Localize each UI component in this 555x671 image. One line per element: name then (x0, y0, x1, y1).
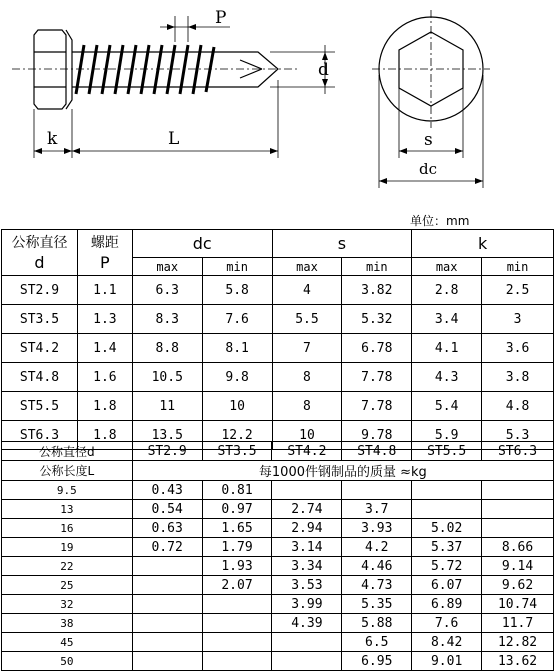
cell-mass: 6.89 (412, 595, 482, 614)
cell-length: 32 (2, 595, 133, 614)
cell-mass: 6.95 (342, 652, 412, 671)
header-nominal-diameter: 公称直径 d (2, 230, 78, 276)
cell-mass: 12.82 (482, 633, 554, 652)
cell-mass (272, 481, 342, 500)
screw-drawing (0, 0, 555, 215)
cell-length: 50 (2, 652, 133, 671)
cell-s-max: 5.5 (272, 305, 342, 334)
screw-head (34, 30, 66, 109)
cell-mass: 4.39 (272, 614, 342, 633)
cell-length: 13 (2, 500, 133, 519)
cell-mass: 9.01 (412, 652, 482, 671)
cell-mass: 3.7 (342, 500, 412, 519)
table-row (2, 538, 554, 557)
header-max: max (272, 258, 342, 276)
cell-mass (412, 481, 482, 500)
cell-length: 16 (2, 519, 133, 538)
cell-dc-max: 8.3 (132, 305, 202, 334)
cell-mass (482, 481, 554, 500)
label-d: d (318, 60, 329, 80)
unit-label: 单位：mm (410, 214, 470, 228)
cell-mass (482, 500, 554, 519)
cell-dc-max: 6.3 (132, 276, 202, 305)
cell-mass: 8.66 (482, 538, 554, 557)
cell-s-min: 7.78 (342, 363, 412, 392)
cell-mass (482, 519, 554, 538)
cell-mass (272, 633, 342, 652)
cell-d: ST3.5 (2, 305, 78, 334)
cell-mass (132, 652, 202, 671)
header-k: k (412, 230, 554, 258)
header-min: min (482, 258, 554, 276)
cell-mass: 5.72 (412, 557, 482, 576)
cell-k-max: 4.3 (412, 363, 482, 392)
cell-mass (132, 633, 202, 652)
cell-d: ST4.2 (2, 334, 78, 363)
cell-d: ST4.8 (2, 363, 78, 392)
cell-mass: 2.07 (202, 576, 272, 595)
cell-s-max: 8 (272, 363, 342, 392)
header-min: min (342, 258, 412, 276)
header-min: min (202, 258, 272, 276)
cell-mass: 1.79 (202, 538, 272, 557)
cell-p: 1.4 (77, 334, 132, 363)
size-header: ST4.8 (342, 442, 412, 461)
table-row (2, 557, 554, 576)
cell-d: ST2.9 (2, 276, 78, 305)
cell-s-min: 6.78 (342, 334, 412, 363)
table-row (2, 576, 554, 595)
cell-dc-max: 10.5 (132, 363, 202, 392)
cell-mass (202, 652, 272, 671)
label-s: s (424, 130, 433, 150)
cell-mass (132, 576, 202, 595)
cell-dc-min: 5.8 (202, 276, 272, 305)
cell-mass: 7.6 (412, 614, 482, 633)
cell-dc-min: 7.6 (202, 305, 272, 334)
cell-mass: 9.14 (482, 557, 554, 576)
cell-k-min: 3.6 (482, 334, 554, 363)
header-max: max (132, 258, 202, 276)
cell-mass: 0.72 (132, 538, 202, 557)
cell-p: 1.8 (77, 392, 132, 421)
cell-mass: 1.93 (202, 557, 272, 576)
table-row (2, 392, 554, 421)
cell-s-max: 4 (272, 276, 342, 305)
header-mass: 每1000件钢制品的质量 ≈kg (132, 461, 553, 481)
cell-mass: 9.62 (482, 576, 554, 595)
header-nominal-length: 公称长度L (2, 461, 133, 481)
cell-k-max: 2.8 (412, 276, 482, 305)
cell-mass (412, 500, 482, 519)
cell-mass: 5.35 (342, 595, 412, 614)
table-row (2, 276, 554, 305)
cell-mass: 0.97 (202, 500, 272, 519)
cell-k-min: 3 (482, 305, 554, 334)
cell-mass: 2.94 (272, 519, 342, 538)
cell-s-min: 7.78 (342, 392, 412, 421)
cell-d: ST5.5 (2, 392, 78, 421)
cell-mass (202, 633, 272, 652)
header-pitch: 螺距 P (77, 230, 132, 276)
mass-table (1, 441, 554, 671)
cell-mass: 13.62 (482, 652, 554, 671)
cell-length: 38 (2, 614, 133, 633)
cell-dc-max: 13.5 (132, 421, 202, 450)
cell-mass: 4.2 (342, 538, 412, 557)
table-row (2, 633, 554, 652)
cell-p: 1.6 (77, 363, 132, 392)
table-row (2, 363, 554, 392)
cell-mass: 0.63 (132, 519, 202, 538)
size-header: ST6.3 (482, 442, 554, 461)
cell-dc-max: 8.8 (132, 334, 202, 363)
cell-p: 1.3 (77, 305, 132, 334)
table-row (2, 500, 554, 519)
drill-point (225, 52, 278, 87)
cell-length: 45 (2, 633, 133, 652)
cell-mass (202, 595, 272, 614)
table-row (2, 652, 554, 671)
table-row (2, 519, 554, 538)
cell-dc-max: 11 (132, 392, 202, 421)
cell-mass: 6.07 (412, 576, 482, 595)
cell-mass: 4.46 (342, 557, 412, 576)
cell-s-max: 7 (272, 334, 342, 363)
cell-length: 25 (2, 576, 133, 595)
cell-dc-min: 12.2 (202, 421, 272, 450)
label-p: P (215, 8, 227, 28)
size-header: ST2.9 (132, 442, 202, 461)
size-header: ST5.5 (412, 442, 482, 461)
cell-s-min: 9.78 (342, 421, 412, 450)
cell-mass: 0.54 (132, 500, 202, 519)
cell-mass: 3.34 (272, 557, 342, 576)
cell-mass: 5.37 (412, 538, 482, 557)
cell-mass (132, 595, 202, 614)
cell-length: 9.5 (2, 481, 133, 500)
cell-mass: 2.74 (272, 500, 342, 519)
cell-mass: 5.88 (342, 614, 412, 633)
cell-k-min: 4.8 (482, 392, 554, 421)
cell-mass (342, 481, 412, 500)
cell-d: ST6.3 (2, 421, 78, 450)
cell-mass: 8.42 (412, 633, 482, 652)
table-row (2, 334, 554, 363)
cell-s-max: 8 (272, 392, 342, 421)
header-max: max (412, 258, 482, 276)
cell-p: 1.1 (77, 276, 132, 305)
cell-mass: 3.53 (272, 576, 342, 595)
cell-mass: 0.43 (132, 481, 202, 500)
cell-mass: 3.93 (342, 519, 412, 538)
cell-k-max: 5.9 (412, 421, 482, 450)
screw-flange (66, 30, 72, 109)
cell-k-min: 3.8 (482, 363, 554, 392)
cell-mass: 4.73 (342, 576, 412, 595)
cell-k-min: 5.3 (482, 421, 554, 450)
table-row (2, 481, 554, 500)
cell-dc-min: 9.8 (202, 363, 272, 392)
cell-s-min: 3.82 (342, 276, 412, 305)
header-dc: dc (132, 230, 272, 258)
cell-s-max: 10 (272, 421, 342, 450)
cell-k-max: 3.4 (412, 305, 482, 334)
cell-k-max: 4.1 (412, 334, 482, 363)
table-row (2, 614, 554, 633)
header-nominal-diameter-d: 公称直径d (2, 442, 133, 461)
cell-mass: 6.5 (342, 633, 412, 652)
cell-k-max: 5.4 (412, 392, 482, 421)
label-l: L (168, 129, 180, 149)
cell-mass (202, 614, 272, 633)
cell-length: 19 (2, 538, 133, 557)
cell-mass (132, 557, 202, 576)
cell-dc-min: 10 (202, 392, 272, 421)
table-row (2, 595, 554, 614)
cell-length: 22 (2, 557, 133, 576)
cell-s-min: 5.32 (342, 305, 412, 334)
size-header: ST3.5 (202, 442, 272, 461)
cell-mass: 3.14 (272, 538, 342, 557)
label-dc: dc (419, 160, 438, 178)
table-row (2, 305, 554, 334)
cell-k-min: 2.5 (482, 276, 554, 305)
cell-mass (272, 652, 342, 671)
label-k: k (47, 129, 58, 149)
cell-mass: 10.74 (482, 595, 554, 614)
cell-mass: 11.7 (482, 614, 554, 633)
cell-p: 1.8 (77, 421, 132, 450)
cell-mass (132, 614, 202, 633)
cell-dc-min: 8.1 (202, 334, 272, 363)
dimensions-table (1, 229, 554, 450)
header-s: s (272, 230, 412, 258)
cell-mass: 5.02 (412, 519, 482, 538)
cell-mass: 1.65 (202, 519, 272, 538)
cell-mass: 3.99 (272, 595, 342, 614)
size-header: ST4.2 (272, 442, 342, 461)
cell-mass: 0.81 (202, 481, 272, 500)
